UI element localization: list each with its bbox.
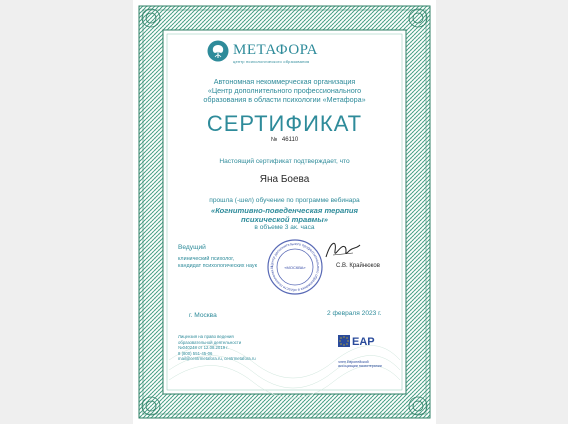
eap-logo [338,333,390,367]
lead-description-line: клинический психолог, [178,256,235,262]
program-hours: в объеме 3 ак. часа [254,223,315,231]
number-label: № [270,137,278,143]
signer-name: С.В. Крайнюков [336,263,380,269]
signature-icon [323,237,363,263]
organization-name [173,77,396,104]
certificate-content [173,40,396,384]
lead-description-line: кандидат психологических наук [178,262,257,269]
program-block [173,197,396,232]
lead-label: Ведущий [178,244,206,251]
license-line: Лицензия на право ведения [178,334,234,339]
butterfly-logo-icon [207,40,229,62]
license-line: образовательной деятельности [178,339,242,345]
city: г. Москва [189,312,217,319]
organization-line: Автономная некоммерческая организация [213,77,356,86]
license-line: 8 (800) 551-45-06 [178,350,213,356]
certificate-title: СЕРТИФИКАТ [206,111,363,136]
recipient-name: Яна Боева [259,174,310,185]
stamp-center-text: «МОСКВА» [284,265,306,270]
program-intro: прошла (-шел) обучение по программе вебинара [209,197,360,204]
stamp-ring-text: Центр дополнительного профессионального образования в области психологии М [269,241,321,293]
brand-name: МЕТАФОРА [233,42,318,58]
license-info [178,334,256,362]
course-title-line: психической травмы» [241,214,328,224]
number-value: 46110 [281,137,299,143]
lead-description [178,256,257,269]
issue-date: 2 февраля 2023 г. [327,310,382,317]
eap-logo-text: EAP [352,336,375,348]
confirm-text: Настоящий сертификат подтверждает, что [219,158,350,165]
eap-emblem-icon [338,333,390,355]
round-stamp-icon [266,238,324,296]
eap-caption-line: ассоциации психотерапии [338,364,382,369]
organization-line: «Центр дополнительного профессионального [207,86,362,95]
certificate-number [173,137,396,143]
eap-caption-line: член Европейской [338,360,369,364]
eap-caption [338,360,390,369]
certificate-sheet [133,0,436,424]
license-line: №040248 от 12.08.2019 г. [178,345,229,351]
brand-subtitle: центр психологического образования [233,59,310,64]
organization-line: образования в области психологии «Метафора» [203,95,366,104]
license-line: mail@centrmetafora.ru, centrmetafora.ru [178,356,256,362]
course-title-line: «Когнитивно-поведенческая терапия [211,205,358,215]
